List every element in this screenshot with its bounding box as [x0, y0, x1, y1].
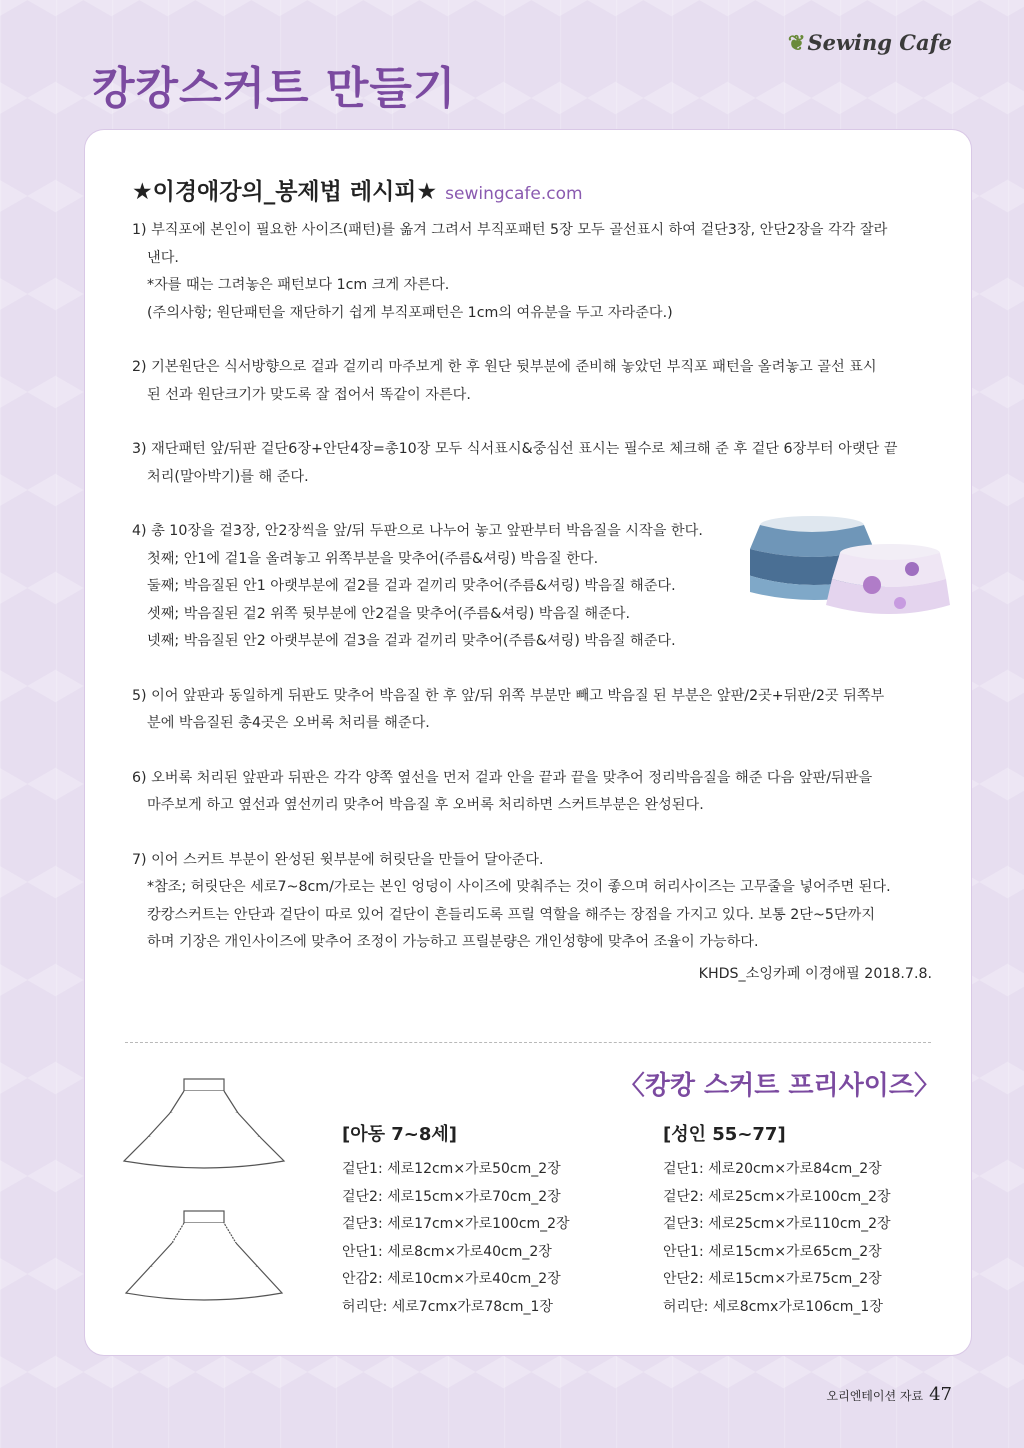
recipe-line: *참조; 허릿단은 세로7~8cm/가로는 본인 엉덩이 사이즈에 맞춰주는 것이 좋으며 허리사이즈는 고무줄을 넣어주면 된다.	[147, 879, 891, 895]
size-row: 안감2: 세로10cm×가로40cm_2장	[342, 1271, 561, 1287]
recipe-line: 3) 재단패턴 앞/뒤판 겉단6장+안단4장=총10장 모두 식서표시&중심선 표시는 필수로 체크해 준 후 겉단 6장부터 아랫단 끝	[132, 441, 898, 457]
recipe-line: 넷째; 박음질된 안2 아랫부분에 겉3을 겉과 겉끼리 맞추어(주름&셔링) 박음질 해준다.	[147, 633, 676, 649]
size-row: 겉단1: 세로12cm×가로50cm_2장	[342, 1161, 561, 1177]
recipe-line: (주의사항; 원단패턴을 재단하기 쉽게 부직포패턴은 1cm의 여유분을 두고 자라준다.)	[147, 304, 673, 321]
skirt-photo	[750, 505, 950, 623]
brand-name: Sewing Cafe	[807, 30, 952, 55]
size-row: 안단1: 세로15cm×가로65cm_2장	[663, 1243, 882, 1260]
size-row: 겉단1: 세로20cm×가로84cm_2장	[663, 1161, 882, 1177]
size-group-label: [아동 7~8세]	[342, 1124, 458, 1145]
leaf-icon: ❦	[787, 30, 806, 55]
recipe-line: 첫째; 안1에 겉1을 올려놓고 위쪽부분을 맞추어(주름&셔링) 박음질 한다.	[147, 550, 599, 567]
size-row: 겉단2: 세로15cm×가로70cm_2장	[342, 1188, 561, 1205]
size-row: 안단2: 세로15cm×가로75cm_2장	[663, 1271, 882, 1287]
page-footer	[827, 1384, 952, 1405]
size-row: 허리단: 세로7cmx가로78cm_1장	[342, 1298, 553, 1315]
paragraph-gap	[132, 820, 932, 847]
size-section-title: 〈캉캉 스커트 프리사이즈〉	[618, 1071, 940, 1101]
recipe-line: 6) 오버록 처리된 앞판과 뒤판은 각각 양쪽 옆선을 먼저 겉과 안을 끝과 끝을 맞추어 정리박음질을 해준 다음 앞판/뒤판을	[132, 769, 873, 786]
size-list-adult	[663, 1120, 891, 1321]
section-divider	[125, 1042, 931, 1043]
recipe-panel	[90, 135, 966, 1350]
recipe-line: 분에 박음질된 총4곳은 오버록 처리를 해준다.	[147, 715, 430, 731]
recipe-line: 캉캉스커트는 안단과 겉단이 따로 있어 겉단이 흔들리도록 프릴 역할을 해주는 장점을 가지고 있다. 보통 2단~5단까지	[147, 906, 876, 923]
recipe-heading-text: ★이경애강의_봉제법 레시피★	[132, 179, 438, 205]
paragraph-gap	[132, 656, 932, 683]
page-number: 47	[929, 1384, 952, 1405]
recipe-line: 7) 이어 스커트 부분이 완성된 윗부분에 허릿단을 만들어 달아준다.	[132, 851, 544, 868]
skirt-diagram-child	[118, 1075, 288, 1170]
recipe-line: 된 선과 원단크기가 맞도록 잘 접어서 똑같이 자른다.	[147, 386, 471, 403]
site-link[interactable]: sewingcafe.com	[445, 184, 583, 204]
paragraph-gap	[132, 327, 932, 354]
size-row: 겉단3: 세로25cm×가로110cm_2장	[663, 1216, 891, 1232]
size-row: 겉단3: 세로17cm×가로100cm_2장	[342, 1216, 570, 1232]
paragraph-gap	[132, 409, 932, 436]
footer-label: 오리엔테이션 자료	[826, 1389, 924, 1403]
size-group-label: [성인 55~77]	[663, 1124, 786, 1145]
recipe-line: 2) 기본원단은 식서방향으로 겉과 겉끼리 마주보게 한 후 원단 뒷부분에 준비해 놓았던 부직포 패턴을 올려놓고 골선 표시	[132, 359, 877, 375]
recipe-line: 셋째; 박음질된 겉2 위쪽 뒷부분에 안2겉을 맞추어(주름&셔링) 박음질 해준다.	[147, 605, 631, 622]
recipe-heading	[132, 173, 583, 206]
recipe-line: 하며 기장은 개인사이즈에 맞추어 조정이 가능하고 프릴분량은 개인성향에 맞추어 조율이 가능하다.	[147, 934, 759, 950]
recipe-line: 5) 이어 앞판과 동일하게 뒤판도 맞추어 박음질 한 후 앞/뒤 위쪽 부분만 빼고 박음질 된 부분은 앞판/2곳+뒤판/2곳 뒤쪽부	[132, 687, 885, 704]
recipe-line: 마주보게 하고 옆선과 옆선끼리 맞추어 박음질 후 오버록 처리하면 스커트부분은 완성된다.	[147, 797, 704, 813]
skirt-diagram-adult	[118, 1207, 288, 1302]
recipe-line: 처리(말아박기)를 해 준다.	[147, 468, 309, 485]
recipe-line: 1) 부직포에 본인이 필요한 사이즈(패턴)를 옮겨 그려서 부직포패턴 5장 모두 골선표시 하여 겉단3장, 안단2장을 각각 잘라	[132, 222, 888, 238]
recipe-line: 둘째; 박음질된 안1 아랫부분에 겉2를 겉과 겉끼리 맞추어(주름&셔링) 박음질 해준다.	[147, 578, 676, 594]
size-row: 허리단: 세로8cmx가로106cm_1장	[663, 1298, 883, 1315]
author-signature: KHDS_소잉카페 이경애필 2018.7.8.	[698, 965, 932, 982]
recipe-line: 낸다.	[147, 249, 179, 266]
size-row: 겉단2: 세로25cm×가로100cm_2장	[663, 1188, 891, 1205]
recipe-line: 4) 총 10장을 겉3장, 안2장씩을 앞/뒤 두판으로 나누어 놓고 앞판부터 박음질을 시작을 한다.	[132, 523, 703, 539]
brand-logo	[788, 30, 952, 55]
size-list-child	[342, 1120, 570, 1321]
recipe-line: *자를 때는 그려놓은 패턴보다 1cm 크게 자른다.	[147, 277, 450, 293]
page-title: 캉캉스커트 만들기	[92, 63, 457, 114]
size-row: 안단1: 세로8cm×가로40cm_2장	[342, 1243, 552, 1260]
paragraph-gap	[132, 738, 932, 765]
